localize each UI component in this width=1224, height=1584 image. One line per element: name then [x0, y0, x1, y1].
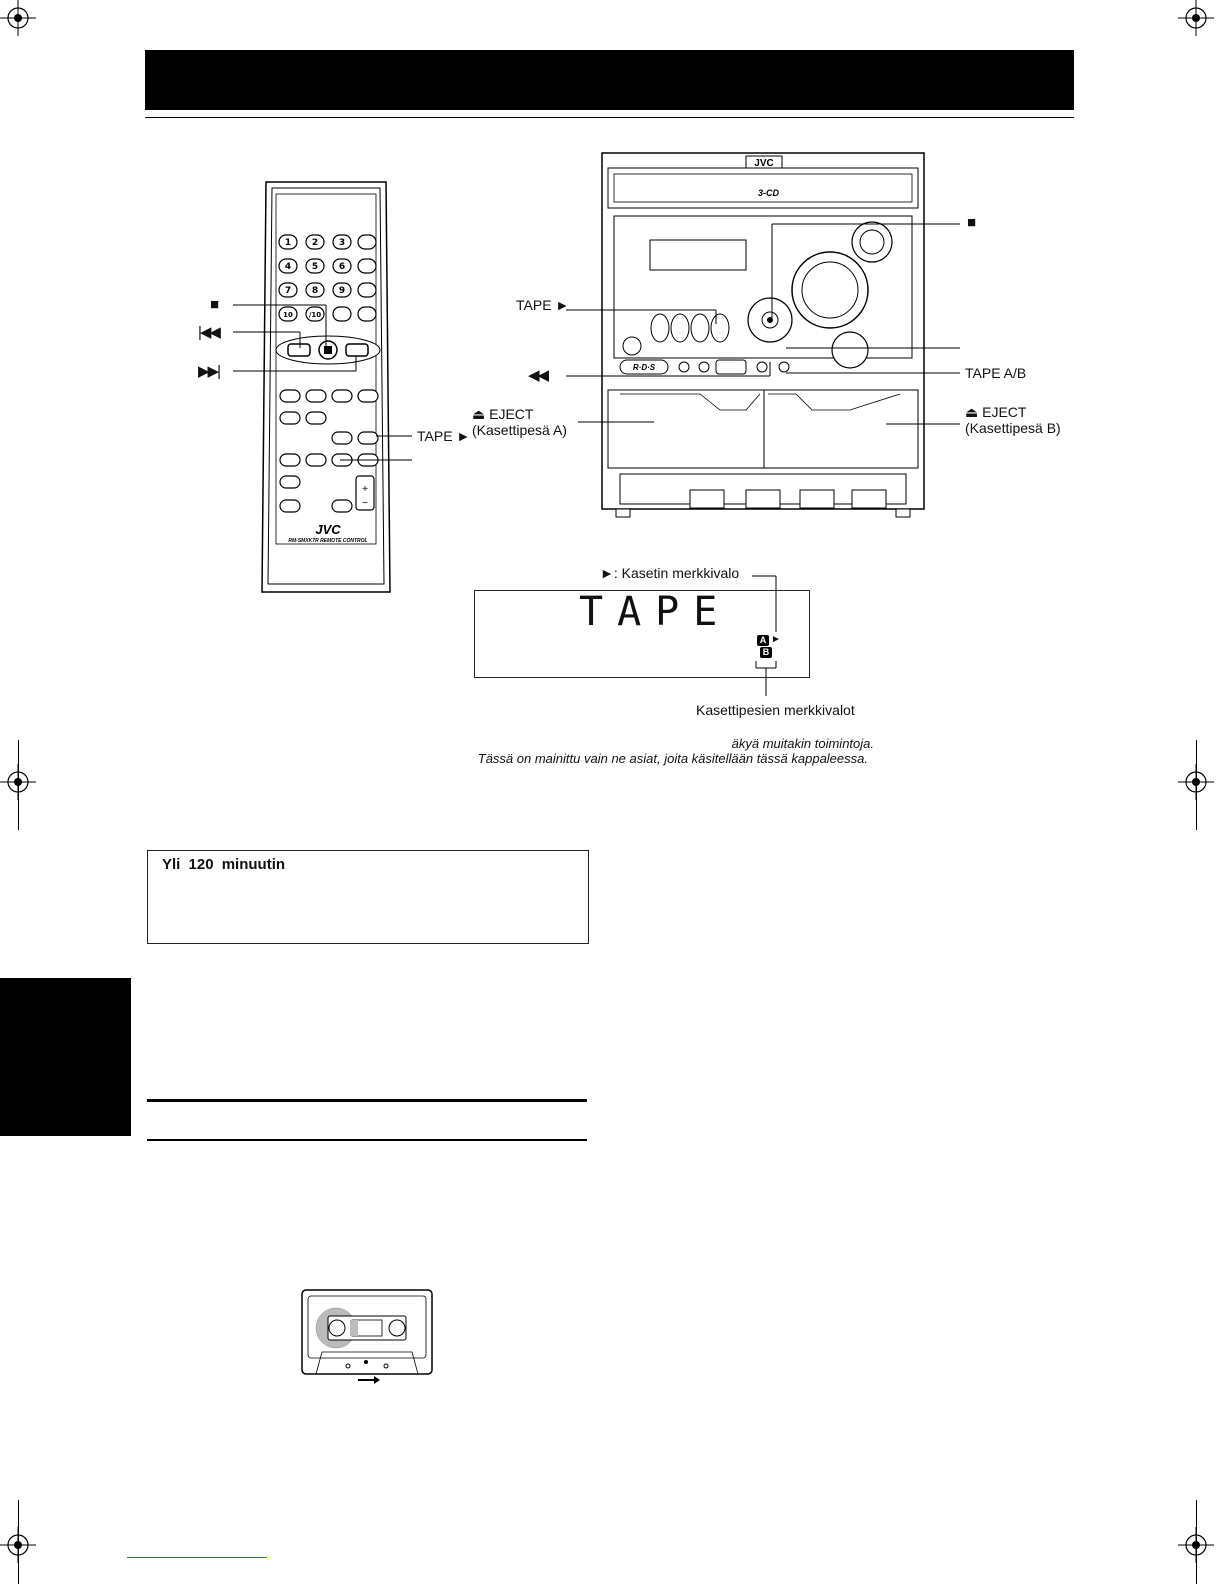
- unit-tape-play-label: TAPE ►: [516, 297, 570, 313]
- eject-a-label-line1: ⏏ EJECT: [472, 406, 534, 422]
- unit-rds-badge: R·D·S: [632, 363, 656, 372]
- remote-next-label: ▶▶|: [198, 363, 219, 380]
- svg-text:6: 6: [338, 262, 346, 272]
- svg-text:3: 3: [338, 238, 346, 248]
- eject-a-label-line2: (Kasettipesä A): [472, 422, 567, 438]
- cassette-illustration: [300, 1288, 440, 1388]
- svg-text:5: 5: [311, 262, 319, 272]
- info-box: [147, 850, 589, 944]
- unit-rewind-label: ◀◀: [528, 367, 548, 384]
- section-rule-bottom: [147, 1139, 587, 1141]
- display-text: TAPE: [579, 589, 732, 635]
- info-box-title: Yli 120 minuutin: [162, 856, 286, 873]
- note-line-1: äkyä muitakin toimintoja.: [731, 736, 874, 751]
- svg-text:9: 9: [338, 286, 346, 296]
- svg-text:4: 4: [284, 262, 292, 272]
- svg-text:1: 1: [284, 238, 292, 248]
- remote-stop-label: ■: [210, 296, 220, 313]
- unit-brand-logo: JVC: [754, 158, 774, 169]
- deck-a-indicator: A: [757, 635, 769, 646]
- remote-prev-label: |◀◀: [198, 324, 219, 341]
- remote-brand-logo: JVC: [315, 522, 341, 537]
- tape-ab-label: TAPE A/B: [965, 365, 1027, 381]
- unit-cd-badge: 3-CD: [758, 188, 780, 198]
- deck-a-play-arrow: ►: [771, 634, 781, 645]
- svg-text:10: 10: [283, 311, 293, 319]
- svg-text:8: 8: [311, 286, 319, 296]
- note-line-2: Tässä on mainittu vain ne asiat, joita käsitellään tässä kappaleessa.: [477, 751, 868, 766]
- svg-text:2: 2: [311, 238, 319, 248]
- remote-model-text: RM-SMXK7R REMOTE CONTROL: [288, 538, 368, 544]
- section-rule-top: [147, 1099, 587, 1102]
- unit-stop-label: ■: [967, 214, 977, 231]
- remote-tape-play-label: TAPE ►: [417, 428, 471, 444]
- svg-text:+: +: [362, 484, 368, 495]
- eject-b-label-line2: (Kasettipesä B): [965, 420, 1061, 436]
- cassette-indicator-label: ►: Kasetin merkkivalo: [600, 565, 740, 581]
- deck-b-indicator: B: [760, 647, 772, 658]
- section-side-tab: [0, 978, 131, 1136]
- deck-indicators-label: Kasettipesien merkkivalot: [696, 702, 855, 718]
- svg-text:/10: /10: [308, 311, 322, 319]
- svg-text:−: −: [362, 498, 368, 509]
- footer-link-underline: [127, 1557, 267, 1558]
- display-panel: [474, 590, 810, 678]
- svg-text:7: 7: [284, 286, 292, 296]
- eject-b-label-line1: ⏏ EJECT: [965, 404, 1027, 420]
